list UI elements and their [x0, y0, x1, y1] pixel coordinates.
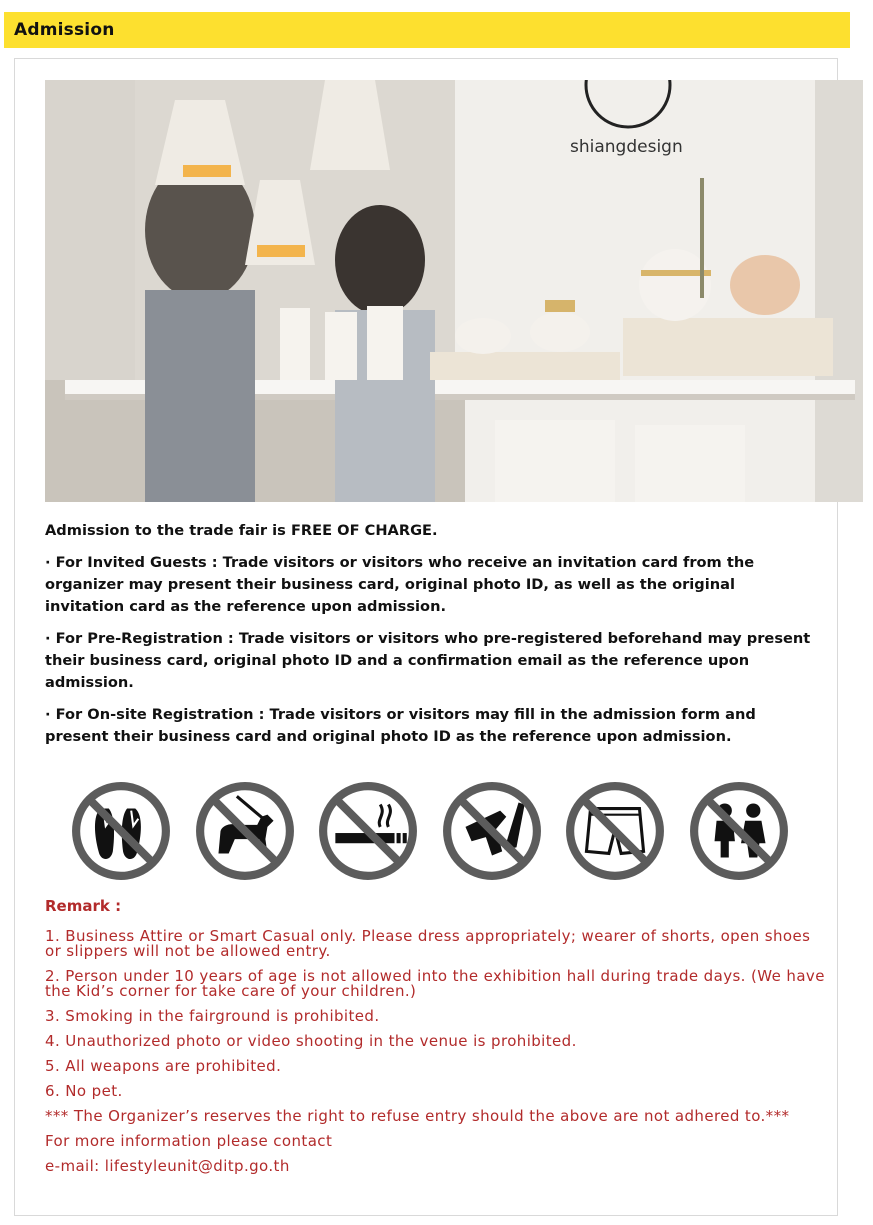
section-title: Admission: [14, 20, 115, 40]
prohibition-icons: [70, 780, 790, 882]
invited-guests-paragraph: · For Invited Guests : Trade visitors or visitors who receive an invitation card from the organizer may present their business card, original photo ID, as well as the original invitation card as the reference upon admission.: [45, 554, 755, 615]
remark-item: 4. Unauthorized photo or video shooting in the venue is prohibited.: [45, 1032, 577, 1050]
contact-email[interactable]: e-mail: lifestyleunit@ditp.go.th: [45, 1157, 290, 1175]
no-children-icon: [688, 780, 790, 882]
no-slippers-icon: [70, 780, 172, 882]
organizer-notice: *** The Organizer’s reserves the right to refuse entry should the above are not adhered to.***: [45, 1107, 790, 1125]
section-header: [4, 12, 850, 48]
remark-item: 3. Smoking in the fairground is prohibited.: [45, 1007, 380, 1025]
no-shorts-icon: [564, 780, 666, 882]
remark-item: 2. Person under 10 years of age is not allowed into the exhibition hall during trade days. (We have the Kid’s corner for take care of your children.): [45, 967, 825, 1000]
hero-photo: [45, 80, 863, 502]
no-weapons-icon: [441, 780, 543, 882]
remark-item: 5. All weapons are prohibited.: [45, 1057, 282, 1075]
admission-info: [45, 520, 815, 758]
admission-lead: Admission to the trade fair is FREE OF CHARGE.: [45, 522, 438, 539]
hero-brand-text: shiangdesign: [570, 137, 683, 157]
remarks-title: Remark :: [45, 897, 122, 915]
no-smoking-icon: [317, 780, 419, 882]
remark-item: 1. Business Attire or Smart Casual only. Please dress appropriately; wearer of shorts, open shoes or slippers will not be allowed entry.: [45, 927, 811, 960]
onsite-registration-paragraph: · For On-site Registration : Trade visitors or visitors may fill in the admission form and present their business card and original photo ID as the reference upon admission.: [45, 706, 756, 745]
pre-registration-paragraph: · For Pre-Registration : Trade visitors or visitors who pre-registered beforehand may present their business card, original photo ID and a confirmation email as the reference upon admission.: [45, 630, 811, 691]
remark-item: 6. No pet.: [45, 1082, 123, 1100]
no-pets-icon: [194, 780, 296, 882]
remarks-section: [45, 897, 825, 1184]
contact-line: For more information please contact: [45, 1132, 333, 1150]
